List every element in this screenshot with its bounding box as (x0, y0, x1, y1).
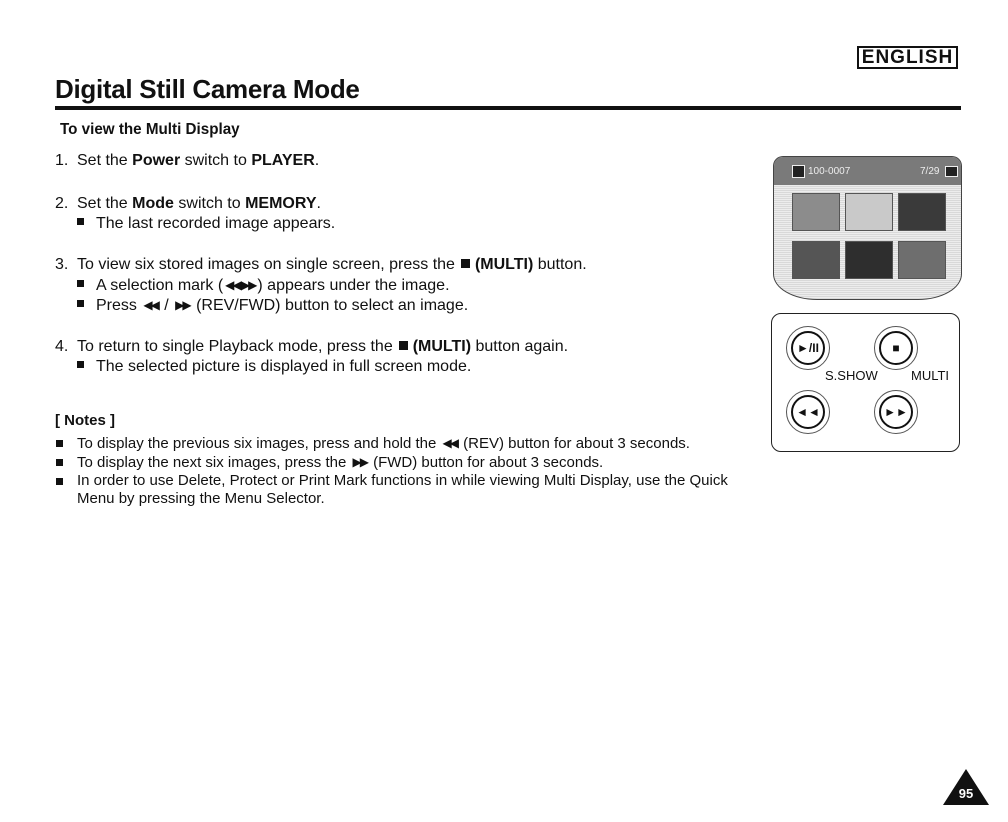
step-bold: PLAYER (251, 152, 315, 169)
rev-icon: ◀◀ (442, 436, 457, 450)
step-bold: Power (132, 152, 181, 169)
step-2-sub (77, 214, 335, 234)
note-text: To display the previous six images, press and hold the (77, 435, 441, 452)
note-item (55, 434, 745, 453)
step-bold: (MULTI) (412, 338, 472, 355)
step-text: Set the (77, 152, 133, 169)
bullet-square-icon (56, 478, 63, 485)
step-number: 2. (55, 195, 69, 212)
bullet-square-icon (77, 280, 84, 287)
bullet-square-icon (56, 459, 63, 466)
step-3-sub-1 (77, 275, 450, 296)
multi-square-icon (399, 341, 408, 350)
multi-label: MULTI (911, 368, 950, 383)
lcd-multi-display-image (773, 156, 962, 300)
sub-text: ) appears under the image. (257, 277, 450, 294)
note-text: In order to use Delete, Protect or Print Mark functions in while viewing Multi Display, use the Quick Menu by pressing the Menu Selector. (77, 472, 728, 507)
sub-text: The last recorded image appears. (96, 215, 336, 232)
bullet-square-icon (77, 300, 84, 307)
step-3 (55, 255, 587, 275)
fwd-button-icon: ►► (879, 395, 913, 429)
note-text: To display the next six images, press the (77, 454, 351, 471)
play-pause-button-icon: ►/II (791, 331, 825, 365)
bullet-square-icon (77, 218, 84, 225)
note-text: (REV) button for about 3 seconds. (459, 435, 690, 452)
battery-icon (945, 166, 958, 177)
step-text: switch to (180, 152, 252, 169)
bullet-square-icon (77, 361, 84, 368)
notes-heading: [ Notes ] (55, 412, 115, 429)
section-heading: To view the Multi Display (60, 121, 240, 138)
page-number: 95 (958, 786, 974, 801)
step-number: 3. (55, 256, 69, 273)
rev-icon: ◀◀ (143, 298, 158, 312)
sub-text: The selected picture is displayed in full screen mode. (96, 358, 472, 375)
sub-text: A selection mark ( (96, 277, 224, 294)
lcd-folder-number: 100-0007 (808, 166, 851, 177)
language-badge: ENGLISH (857, 46, 958, 69)
button-panel-illustration (771, 313, 960, 452)
step-text: To return to single Playback mode, press the (77, 338, 393, 355)
lcd-image-counter: 7/29 (920, 166, 940, 177)
sub-text: (REV/FWD) button to select an image. (191, 297, 469, 314)
step-2 (55, 194, 321, 214)
note-item (55, 472, 745, 508)
notes-list (55, 434, 745, 508)
title-rule (55, 106, 961, 110)
stop-multi-button-icon: ■ (879, 331, 913, 365)
step-4-sub (77, 357, 471, 377)
sub-text: / (159, 297, 174, 314)
note-item (55, 453, 745, 472)
step-bold: Mode (132, 195, 174, 212)
page-title: Digital Still Camera Mode (55, 74, 360, 104)
rev-button-icon: ◄◄ (791, 395, 825, 429)
step-bold: MEMORY (245, 195, 317, 212)
rev-fwd-icon: ◀◀ ▶▶ (225, 278, 256, 292)
thumbnail-2 (845, 193, 893, 231)
sshow-label: S.SHOW (825, 368, 878, 383)
note-text: (FWD) button for about 3 seconds. (368, 454, 604, 471)
fwd-icon: ▶▶ (175, 298, 190, 312)
step-text: switch to (173, 195, 246, 212)
thumbnail-4 (792, 241, 840, 279)
step-text: To view six stored images on single screen, press the (77, 256, 455, 273)
step-text: Set the (77, 195, 133, 212)
sub-text: Press (96, 297, 142, 314)
step-number: 1. (55, 152, 69, 169)
camera-mode-icon (792, 165, 805, 178)
step-text: button again. (471, 338, 569, 355)
step-1 (55, 151, 319, 171)
multi-square-icon (461, 259, 470, 268)
step-number: 4. (55, 338, 69, 355)
page-number-triangle (941, 767, 991, 807)
step-text: . (316, 195, 321, 212)
step-4 (55, 337, 568, 357)
thumbnail-5 (845, 241, 893, 279)
step-bold: (MULTI) (474, 256, 534, 273)
bullet-square-icon (56, 440, 63, 447)
thumbnail-1 (792, 193, 840, 231)
thumbnail-6 (898, 241, 946, 279)
step-text: button. (533, 256, 587, 273)
fwd-icon: ▶▶ (352, 455, 367, 469)
step-3-sub-2 (77, 295, 468, 316)
step-text: . (314, 152, 320, 169)
thumbnail-3 (898, 193, 946, 231)
